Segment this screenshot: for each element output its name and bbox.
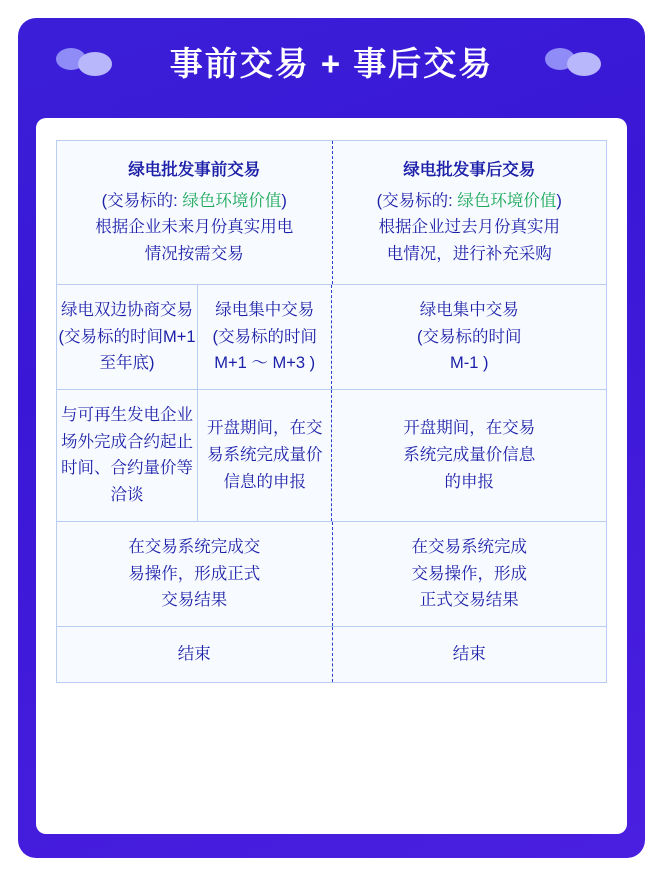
cell-offsite-contract-talks: 与可再生发电企业 场外完成合约起止 时间、合约量价等 洽谈: [61, 406, 193, 505]
content-panel: [36, 118, 627, 834]
cell-bilateral-negotiation: 绿电双边协商交易 (交易标的时间M+1 至年底): [58, 300, 196, 373]
table-row: [57, 522, 606, 627]
table-row: [57, 141, 606, 285]
cell-end-post: 结束: [332, 627, 607, 682]
column-header-post-trade: 绿电批发事后交易 (交易标的: 绿色环境价值) 根据企业过去月份真实用 电情况，进行补充采购: [332, 141, 607, 284]
cell-trade-result-pre: 在交易系统完成交 易操作，形成正式 交易结果: [128, 537, 261, 610]
cell-declaration-post: 开盘期间，在交易 系统完成量价信息 的申报: [331, 390, 606, 521]
table-row: [57, 390, 606, 522]
card-header: [18, 18, 645, 104]
pre-trade-subject: (交易标的: 绿色环境价值): [101, 191, 287, 210]
comparison-table: [56, 140, 607, 683]
blob-decoration-left-icon: [56, 44, 118, 78]
cell-centralized-trade-post: 绿电集中交易 (交易标的时间 M-1 ): [331, 285, 606, 389]
table-row: [57, 285, 606, 390]
page-title: 事前交易 + 事后交易: [169, 44, 494, 82]
cell-centralized-trade-pre: 绿电集中交易 (交易标的时间 M+1 ～ M+3 ): [197, 285, 332, 389]
cell-trade-result-post: 在交易系统完成 交易操作，形成 正式交易结果: [332, 522, 607, 626]
cell-declaration-pre: 开盘期间，在交 易系统完成量价 信息的申报: [197, 390, 332, 521]
cell-end-pre: 结束: [177, 645, 211, 664]
column-header-pre-trade: 绿电批发事前交易 (交易标的: 绿色环境价值) 根据企业未来月份真实用电 情况按需交易: [95, 161, 294, 264]
infographic-card: [18, 18, 645, 858]
post-trade-subject: (交易标的: 绿色环境价值): [376, 191, 562, 210]
blob-decoration-right-icon: [545, 44, 607, 78]
table-row: [57, 627, 606, 682]
